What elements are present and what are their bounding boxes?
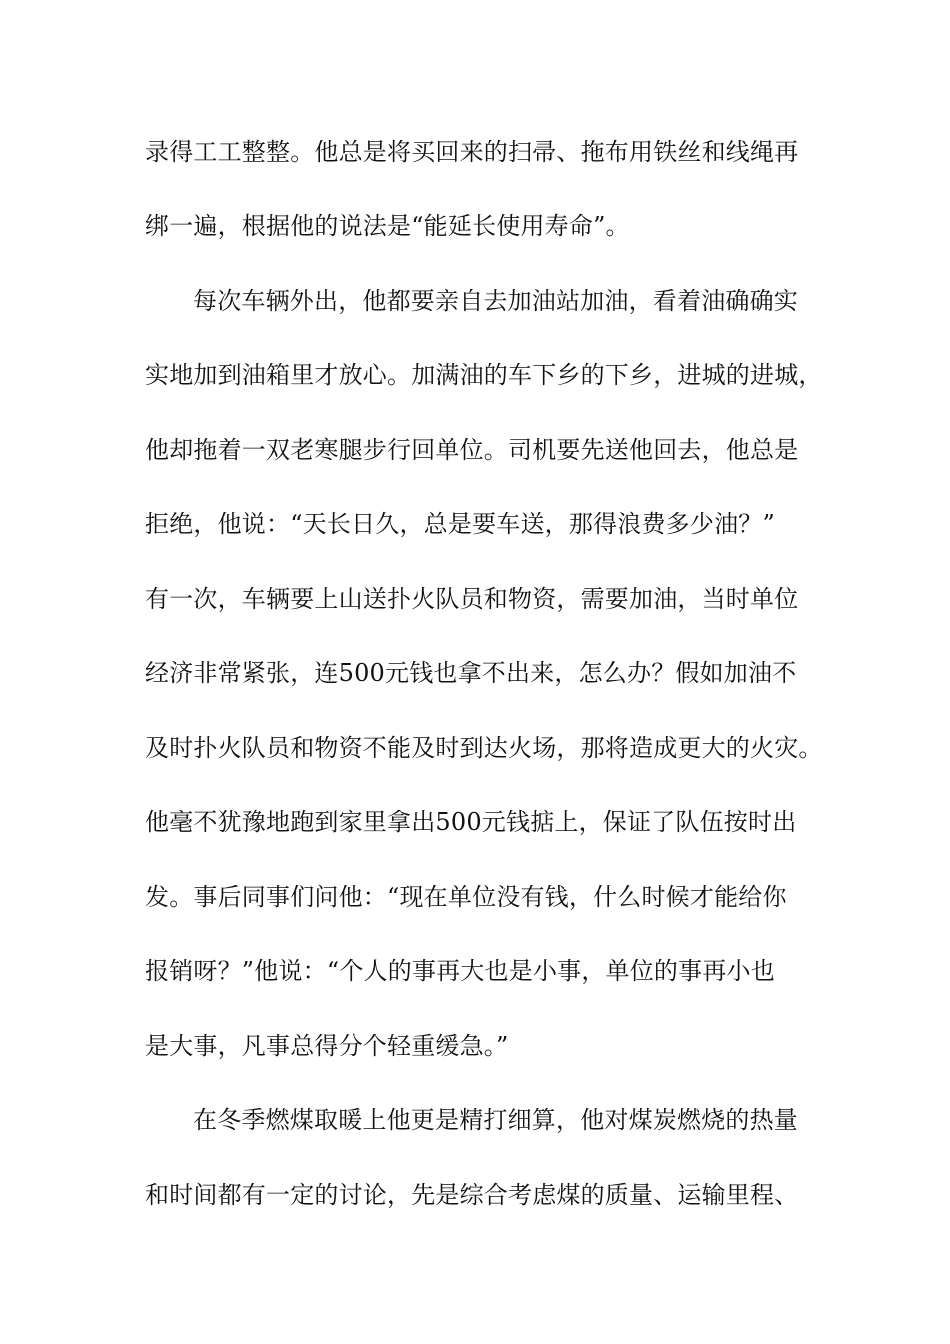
text-line: 录得工工整整。他总是将买回来的扫帚、拖布用铁丝和线绳再 [145,138,799,166]
text-line: 及时扑火队员和物资不能及时到达火场，那将造成更大的火灾。 [145,734,823,762]
text-line: 拒绝，他说：“天长日久，总是要车送，那得浪费多少油？” [145,510,775,538]
text-line: 经济非常紧张，连500元钱也拿不出来，怎么办？假如加油不 [145,659,797,687]
text-line: 报销呀？”他说：“个人的事再大也是小事，单位的事再小也 [145,957,775,985]
paragraph-first-line: 每次车辆外出，他都要亲自去加油站加油，看着油确确实 [193,287,798,315]
text-line: 绑一遍，根据他的说法是“能延长使用寿命”。 [145,212,630,240]
text-line: 他却拖着一双老寒腿步行回单位。司机要先送他回去，他总是 [145,436,799,464]
paragraph-first-line: 在冬季燃煤取暖上他更是精打细算，他对煤炭燃烧的热量 [193,1106,798,1134]
text-line: 他毫不犹豫地跑到家里拿出500元钱掂上，保证了队伍按时出 [145,808,797,836]
text-line: 是大事，凡事总得分个轻重缓急。” [145,1032,509,1060]
text-line: 发。事后同事们问他：“现在单位没有钱，什么时候才能给你 [145,883,787,911]
text-line: 实地加到油箱里才放心。加满油的车下乡的下乡，进城的进城， [145,361,823,389]
text-line: 有一次，车辆要上山送扑火队员和物资，需要加油，当时单位 [145,585,799,613]
text-line: 和时间都有一定的讨论，先是综合考虑煤的质量、运输里程、 [145,1181,799,1209]
